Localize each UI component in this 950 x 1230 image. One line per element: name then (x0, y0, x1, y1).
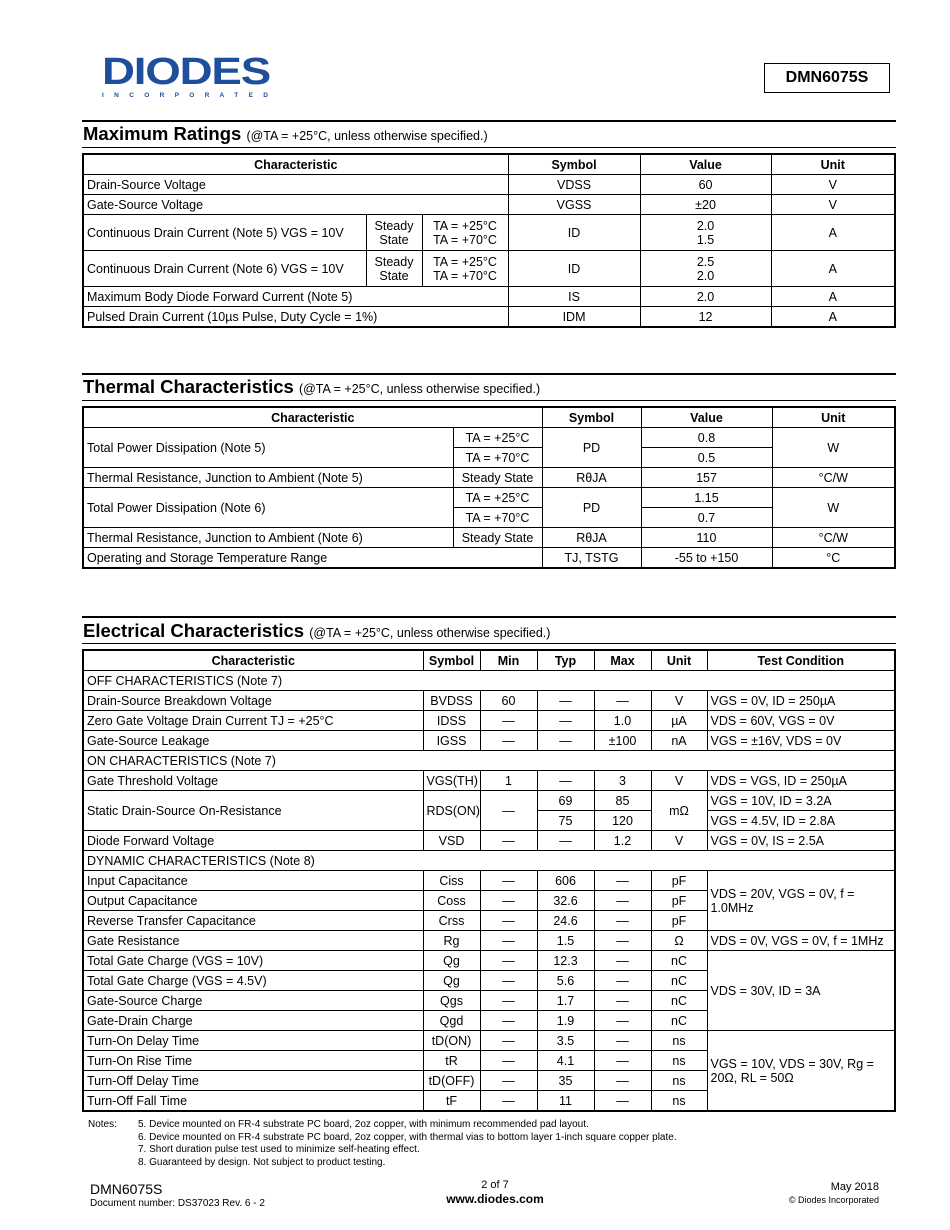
table-row (83, 175, 895, 195)
cell-unit: nC (651, 1011, 707, 1031)
cell-symbol: RθJA (542, 528, 641, 548)
cell-typ: 3.5 (537, 1031, 594, 1051)
cell-char: Turn-On Rise Time (83, 1051, 423, 1071)
cell-max: 120 (594, 811, 651, 831)
cell-char: Gate-Drain Charge (83, 1011, 423, 1031)
cell-test: VGS = 10V, VDS = 30V, Rg = 20Ω, RL = 50Ω (707, 1031, 895, 1112)
cell-min: — (480, 951, 537, 971)
table-row (83, 215, 895, 251)
cell-max: — (594, 931, 651, 951)
header-value: Value (640, 154, 771, 175)
cell-symbol: VSD (423, 831, 480, 851)
cell-test: VDS = 20V, VGS = 0V, f = 1.0MHz (707, 871, 895, 931)
cell-test: VDS = 30V, ID = 3A (707, 951, 895, 1031)
cell-unit: W (772, 428, 895, 468)
note-item: 7. Short duration pulse test used to minimize self-heating effect. (138, 1144, 420, 1156)
cell-char: Maximum Body Diode Forward Current (Note 5) (83, 287, 508, 307)
table-row (83, 195, 895, 215)
cell-typ: 4.1 (537, 1051, 594, 1071)
thermal-title: Thermal Characteristics (@TA = +25°C, unless otherwise specified.) (83, 376, 541, 397)
cell-unit: Ω (651, 931, 707, 951)
footer-page-number: 2 of 7 (481, 1179, 509, 1191)
table-row (83, 307, 895, 328)
cell-max: — (594, 871, 651, 891)
cell-char: Drain-Source Breakdown Voltage (83, 691, 423, 711)
cell-max: — (594, 911, 651, 931)
cell-unit: pF (651, 871, 707, 891)
cell-char: Total Gate Charge (VGS = 4.5V) (83, 971, 423, 991)
cell-symbol: IDM (508, 307, 640, 328)
cell-typ: — (537, 711, 594, 731)
table-row (83, 488, 895, 508)
cell-char: Diode Forward Voltage (83, 831, 423, 851)
cell-unit: nC (651, 951, 707, 971)
cell-max: ±100 (594, 731, 651, 751)
cell-symbol: RDS(ON) (423, 791, 480, 831)
cell-symbol: VDSS (508, 175, 640, 195)
cell-temp: TA = +70°C (453, 508, 542, 528)
cell-min: — (480, 991, 537, 1011)
header-symbol: Symbol (542, 407, 641, 428)
cell-max: 1.2 (594, 831, 651, 851)
table-row (83, 831, 895, 851)
cell-typ: — (537, 831, 594, 851)
header-value: Value (641, 407, 772, 428)
table-row (83, 731, 895, 751)
cell-test: VDS = 60V, VGS = 0V (707, 711, 895, 731)
cell-unit: V (771, 195, 895, 215)
cell-typ: 5.6 (537, 971, 594, 991)
cell-typ: 606 (537, 871, 594, 891)
cell-min: — (480, 711, 537, 731)
cell-min: — (480, 1031, 537, 1051)
electrical-table (82, 649, 896, 1112)
cell-symbol: RθJA (542, 468, 641, 488)
cell-value: ±20 (640, 195, 771, 215)
cell-min: — (480, 911, 537, 931)
cell-temp: TA = +25°C TA = +70°C (422, 251, 508, 287)
table-row (83, 931, 895, 951)
cell-symbol: IGSS (423, 731, 480, 751)
cell-max: 1.0 (594, 711, 651, 731)
cell-unit: pF (651, 911, 707, 931)
cell-symbol: Ciss (423, 871, 480, 891)
cell-temp: TA = +25°C (453, 428, 542, 448)
cell-typ: 1.7 (537, 991, 594, 1011)
diodes-logo (100, 52, 275, 100)
header-characteristic: Characteristic (83, 407, 542, 428)
footer-date: May 2018 (830, 1181, 879, 1193)
cell-typ: — (537, 731, 594, 751)
cell-test: VGS = 0V, IS = 2.5A (707, 831, 895, 851)
cell-unit: A (771, 287, 895, 307)
cell-value: 157 (641, 468, 772, 488)
table-header-row (83, 154, 895, 175)
table-row (83, 548, 895, 569)
header-typ: Typ (537, 650, 594, 671)
cell-min: 1 (480, 771, 537, 791)
cell-unit: °C/W (772, 468, 895, 488)
table-header-row (83, 407, 895, 428)
cell-cond: Steady State (453, 468, 542, 488)
cell-unit: V (771, 175, 895, 195)
section-off-label: OFF CHARACTERISTICS (Note 7) (83, 671, 895, 691)
cell-char: Reverse Transfer Capacitance (83, 911, 423, 931)
cell-typ: 69 (537, 791, 594, 811)
max-ratings-table (82, 153, 896, 328)
cell-char: Total Power Dissipation (Note 6) (83, 488, 453, 528)
table-row (83, 287, 895, 307)
table-row (83, 1031, 895, 1051)
cell-symbol: Qg (423, 951, 480, 971)
cell-char: Input Capacitance (83, 871, 423, 891)
cell-char: Thermal Resistance, Junction to Ambient (Note 5) (83, 468, 453, 488)
cell-max: — (594, 891, 651, 911)
cell-value: 1.15 (641, 488, 772, 508)
cell-symbol: PD (542, 428, 641, 468)
part-number-box: DMN6075S (764, 63, 890, 93)
footer-part-number: DMN6075S (90, 1181, 163, 1197)
cell-symbol: tD(ON) (423, 1031, 480, 1051)
cell-symbol: tR (423, 1051, 480, 1071)
cell-symbol: Crss (423, 911, 480, 931)
cell-min: — (480, 791, 537, 831)
header-symbol: Symbol (423, 650, 480, 671)
cell-value: 2.0 1.5 (640, 215, 771, 251)
cell-test: VGS = 0V, ID = 250µA (707, 691, 895, 711)
cell-min: — (480, 1091, 537, 1112)
cell-symbol: TJ, TSTG (542, 548, 641, 569)
cell-max: 85 (594, 791, 651, 811)
cell-symbol: ID (508, 251, 640, 287)
title-underline (82, 400, 896, 401)
cell-value: 0.5 (641, 448, 772, 468)
header-unit: Unit (651, 650, 707, 671)
cell-max: 3 (594, 771, 651, 791)
cell-char: Gate-Source Charge (83, 991, 423, 1011)
header-max: Max (594, 650, 651, 671)
cell-min: 60 (480, 691, 537, 711)
cell-test: VGS = 4.5V, ID = 2.8A (707, 811, 895, 831)
cell-test: VGS = 10V, ID = 3.2A (707, 791, 895, 811)
cell-min: — (480, 871, 537, 891)
cell-unit: W (772, 488, 895, 528)
cell-min: — (480, 731, 537, 751)
table-header-row (83, 650, 895, 671)
section-row (83, 851, 895, 871)
cell-unit: pF (651, 891, 707, 911)
cell-state: Steady State (366, 251, 422, 287)
section-on-label: ON CHARACTERISTICS (Note 7) (83, 751, 895, 771)
cell-symbol: IS (508, 287, 640, 307)
cell-unit: nA (651, 731, 707, 751)
cell-char: Drain-Source Voltage (83, 175, 508, 195)
table-row (83, 691, 895, 711)
note-item: 5. Device mounted on FR-4 substrate PC board, 2oz copper, with minimum recommended pad layout. (138, 1119, 589, 1130)
cell-unit: mΩ (651, 791, 707, 831)
cell-char: Gate-Source Leakage (83, 731, 423, 751)
cell-max: — (594, 991, 651, 1011)
header-symbol: Symbol (508, 154, 640, 175)
cell-min: — (480, 891, 537, 911)
cell-unit: A (771, 307, 895, 328)
cell-symbol: tD(OFF) (423, 1071, 480, 1091)
cell-temp: TA = +25°C TA = +70°C (422, 215, 508, 251)
cell-max: — (594, 1031, 651, 1051)
cell-max: — (594, 1011, 651, 1031)
footer-doc-number: Document number: DS37023 Rev. 6 - 2 (90, 1198, 265, 1209)
cell-min: — (480, 1011, 537, 1031)
cell-value: 0.8 (641, 428, 772, 448)
electrical-title: Electrical Characteristics (@TA = +25°C, unless otherwise specified.) (83, 620, 551, 641)
table-row (83, 251, 895, 287)
logo-sub-text: I N C O R P O R A T E D (102, 92, 268, 99)
cell-typ: 35 (537, 1071, 594, 1091)
cell-typ: 24.6 (537, 911, 594, 931)
note-item: 8. Guaranteed by design. Not subject to product testing. (138, 1156, 386, 1168)
cell-temp: TA = +70°C (453, 448, 542, 468)
notes-label: Notes: (88, 1119, 117, 1130)
cell-symbol: Qgs (423, 991, 480, 1011)
cell-symbol: Qg (423, 971, 480, 991)
thermal-condition: (@TA = +25°C, unless otherwise specified.) (298, 382, 541, 396)
cell-value: 0.7 (641, 508, 772, 528)
cell-typ: 1.5 (537, 931, 594, 951)
cell-value: 12 (640, 307, 771, 328)
cell-max: — (594, 691, 651, 711)
header-test-condition: Test Condition (707, 650, 895, 671)
table-row (83, 871, 895, 891)
cell-unit: A (771, 215, 895, 251)
header-characteristic: Characteristic (83, 154, 508, 175)
header-characteristic: Characteristic (83, 650, 423, 671)
cell-unit: nC (651, 971, 707, 991)
cell-symbol: VGS(TH) (423, 771, 480, 791)
cell-unit: V (651, 831, 707, 851)
cell-max: — (594, 951, 651, 971)
cell-char: Total Power Dissipation (Note 5) (83, 428, 453, 468)
cell-unit: V (651, 691, 707, 711)
title-underline (82, 147, 896, 148)
cell-typ: 12.3 (537, 951, 594, 971)
cell-unit: °C (772, 548, 895, 569)
footer-copyright: © Diodes Incorporated (788, 1195, 879, 1205)
table-row (83, 468, 895, 488)
cell-state: Steady State (366, 215, 422, 251)
table-row (83, 791, 895, 811)
cell-char: Continuous Drain Current (Note 5) VGS = 10V (83, 215, 366, 251)
table-row (83, 428, 895, 448)
cell-typ: 11 (537, 1091, 594, 1112)
cell-typ: 32.6 (537, 891, 594, 911)
cell-symbol: VGSS (508, 195, 640, 215)
section-divider (82, 120, 896, 122)
cell-char: Thermal Resistance, Junction to Ambient (Note 6) (83, 528, 453, 548)
cell-min: — (480, 831, 537, 851)
cell-char: Turn-Off Fall Time (83, 1091, 423, 1112)
header-unit: Unit (771, 154, 895, 175)
cell-char: Output Capacitance (83, 891, 423, 911)
cell-symbol: IDSS (423, 711, 480, 731)
cell-max: — (594, 1071, 651, 1091)
cell-value: 110 (641, 528, 772, 548)
section-divider (82, 373, 896, 375)
cell-char: Gate Resistance (83, 931, 423, 951)
cell-min: — (480, 971, 537, 991)
section-row (83, 751, 895, 771)
cell-test: VDS = VGS, ID = 250µA (707, 771, 895, 791)
cell-char: Static Drain-Source On-Resistance (83, 791, 423, 831)
cell-symbol: PD (542, 488, 641, 528)
cell-symbol: Qgd (423, 1011, 480, 1031)
cell-unit: A (771, 251, 895, 287)
cell-value: 2.5 2.0 (640, 251, 771, 287)
cell-max: — (594, 971, 651, 991)
cell-char: Pulsed Drain Current (10µs Pulse, Duty Cycle = 1%) (83, 307, 508, 328)
cell-typ: — (537, 691, 594, 711)
cell-symbol: tF (423, 1091, 480, 1112)
cell-char: Continuous Drain Current (Note 6) VGS = 10V (83, 251, 366, 287)
max-ratings-title: Maximum Ratings (@TA = +25°C, unless otherwise specified.) (83, 123, 488, 144)
cell-min: — (480, 1071, 537, 1091)
footer-url[interactable]: www.diodes.com (446, 1192, 544, 1206)
cell-symbol: Coss (423, 891, 480, 911)
cell-min: — (480, 931, 537, 951)
cell-unit: V (651, 771, 707, 791)
table-row (83, 711, 895, 731)
cell-char: Zero Gate Voltage Drain Current TJ = +25°C (83, 711, 423, 731)
cell-typ: 1.9 (537, 1011, 594, 1031)
cell-max: — (594, 1091, 651, 1112)
note-item: 6. Device mounted on FR-4 substrate PC board, 2oz copper, with thermal vias to bottom layer 1-inch square copper plate. (138, 1131, 677, 1143)
table-row (83, 528, 895, 548)
max-ratings-condition: (@TA = +25°C, unless otherwise specified.) (246, 129, 488, 143)
title-underline (82, 643, 896, 644)
cell-char: Gate Threshold Voltage (83, 771, 423, 791)
cell-unit: ns (651, 1091, 707, 1112)
cell-cond: Steady State (453, 528, 542, 548)
cell-char: Turn-Off Delay Time (83, 1071, 423, 1091)
cell-char: Turn-On Delay Time (83, 1031, 423, 1051)
cell-char: Gate-Source Voltage (83, 195, 508, 215)
section-row (83, 671, 895, 691)
cell-typ: — (537, 771, 594, 791)
cell-symbol: Rg (423, 931, 480, 951)
cell-symbol: ID (508, 215, 640, 251)
cell-unit: ns (651, 1071, 707, 1091)
cell-unit: ns (651, 1031, 707, 1051)
table-row (83, 771, 895, 791)
cell-unit: nC (651, 991, 707, 1011)
cell-char: Operating and Storage Temperature Range (83, 548, 542, 569)
logo-brand-text: DIODES (102, 52, 270, 93)
section-dynamic-label: DYNAMIC CHARACTERISTICS (Note 8) (83, 851, 895, 871)
thermal-table (82, 406, 896, 569)
electrical-condition: (@TA = +25°C, unless otherwise specified.) (309, 626, 551, 640)
section-divider (82, 616, 896, 618)
header-min: Min (480, 650, 537, 671)
cell-unit: ns (651, 1051, 707, 1071)
cell-temp: TA = +25°C (453, 488, 542, 508)
header-unit: Unit (772, 407, 895, 428)
cell-min: — (480, 1051, 537, 1071)
cell-typ: 75 (537, 811, 594, 831)
cell-test: VGS = ±16V, VDS = 0V (707, 731, 895, 751)
cell-test: VDS = 0V, VGS = 0V, f = 1MHz (707, 931, 895, 951)
cell-value: 60 (640, 175, 771, 195)
table-row (83, 951, 895, 971)
cell-unit: °C/W (772, 528, 895, 548)
cell-value: -55 to +150 (641, 548, 772, 569)
cell-value: 2.0 (640, 287, 771, 307)
cell-symbol: BVDSS (423, 691, 480, 711)
cell-char: Total Gate Charge (VGS = 10V) (83, 951, 423, 971)
cell-max: — (594, 1051, 651, 1071)
cell-unit: µA (651, 711, 707, 731)
